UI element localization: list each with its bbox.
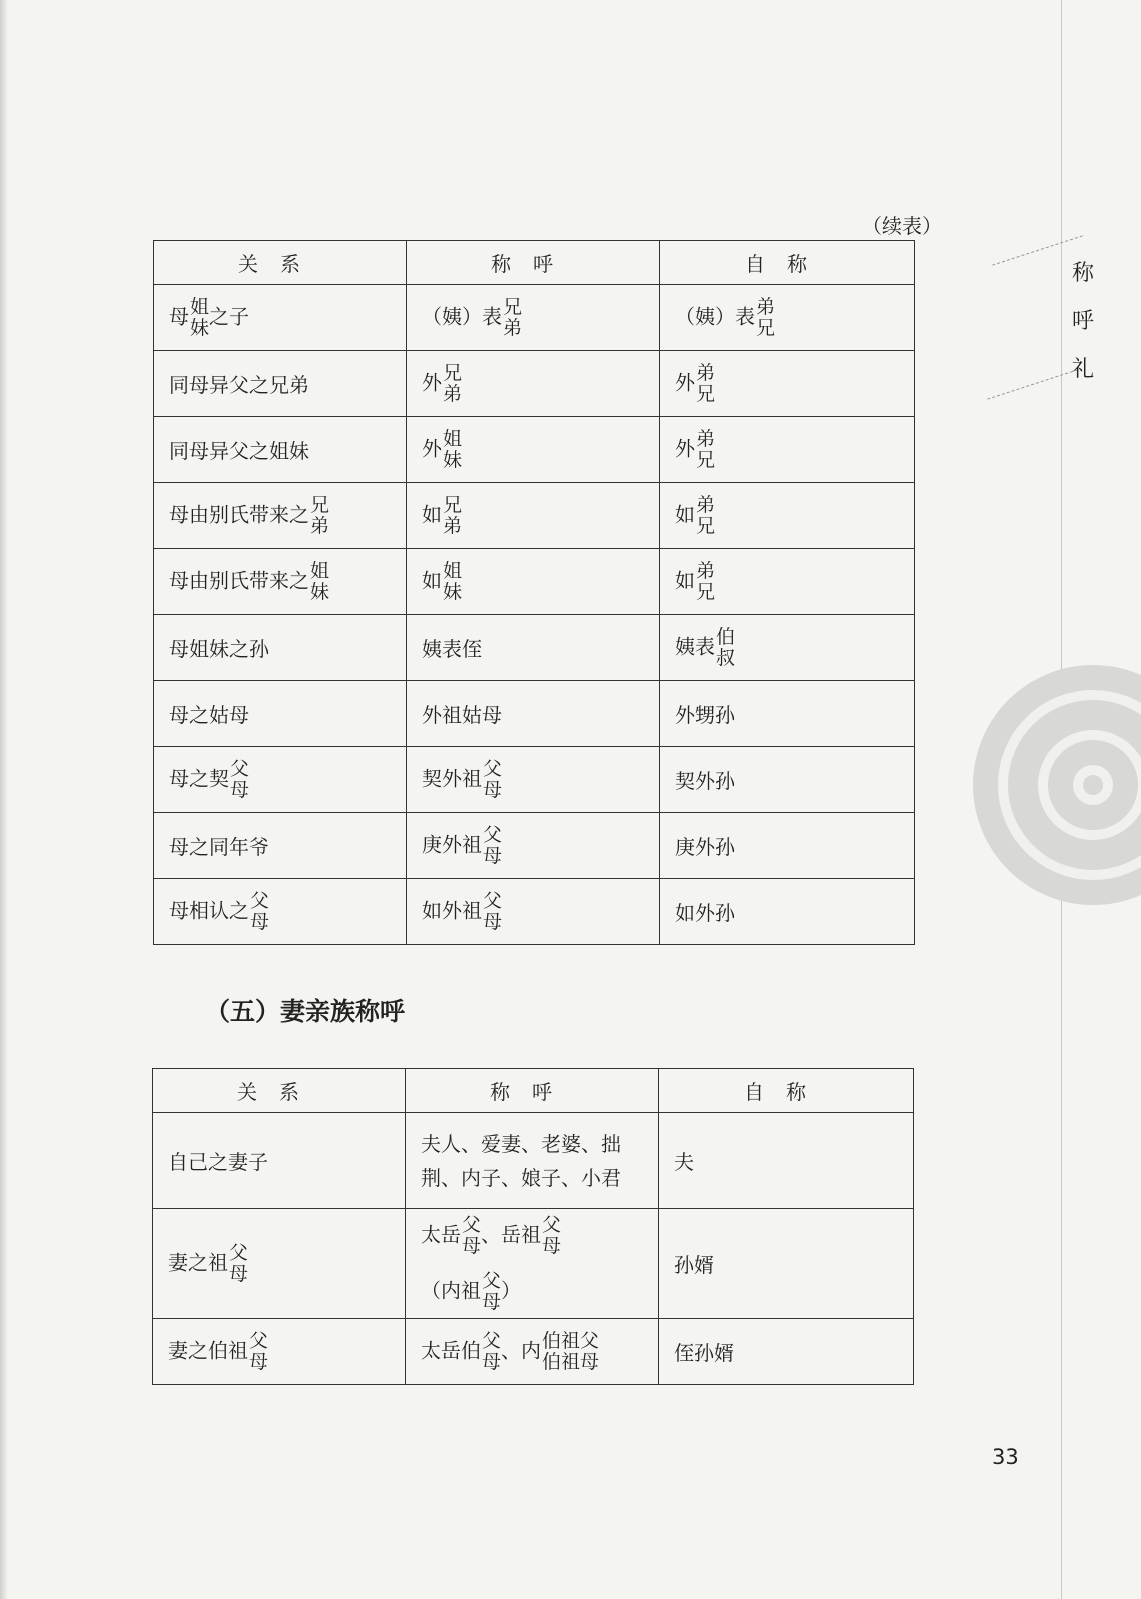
column-header-self: 自称 [660,241,915,285]
table-row [153,1113,914,1209]
self-cell: 孙婿 [659,1209,914,1319]
relation-cell: 妻之伯祖 父 母 [153,1319,406,1385]
relation-cell: 母之姑母 [154,681,407,747]
table-header-row [154,241,915,285]
column-header-title: 称呼 [407,241,660,285]
table-row [153,1319,914,1385]
table-row [154,285,915,351]
title-cell: （姨）表 兄 弟 [407,285,660,351]
title-cell [406,1113,659,1209]
self-cell: 外 弟 兄 [660,417,915,483]
relation-cell: 妻之祖 父 母 [153,1209,406,1319]
title-line: 夫人、爱妻、老婆、拙 [421,1131,621,1156]
relation-cell: 母之契 父 母 [154,747,407,813]
table-row [154,483,915,549]
title-cell: 契外祖 父 母 [407,747,660,813]
page-edge [0,0,8,1599]
table-row [154,813,915,879]
self-cell: （姨）表 弟 兄 [660,285,915,351]
column-header-relation: 关系 [154,241,407,285]
table-row [154,417,915,483]
title-cell: 如 兄 弟 [407,483,660,549]
self-cell: 如 弟 兄 [660,549,915,615]
table-row [154,681,915,747]
title-cell: 如 姐 妹 [407,549,660,615]
relation-cell: 同母异父之姐妹 [154,417,407,483]
relation-cell: 自己之妻子 [153,1113,406,1209]
relation-cell: 同母异父之兄弟 [154,351,407,417]
side-tab-char: 呼 [1071,309,1094,334]
self-cell: 外 弟 兄 [660,351,915,417]
self-cell: 姨表 伯 叔 [660,615,915,681]
table-row [154,351,915,417]
column-header-relation: 关系 [153,1069,406,1113]
table-row [154,615,915,681]
self-cell: 侄孙婿 [659,1319,914,1385]
title-cell: 外祖姑母 [407,681,660,747]
title-cell: 庚外祖 父 母 [407,813,660,879]
relation-cell: 母姐妹之孙 [154,615,407,681]
table-kinship-mother [153,240,915,945]
relation-cell: 母相认之 父 母 [154,879,407,945]
side-tab-char: 礼 [1071,357,1094,382]
table-row [154,879,915,945]
side-tab-char: 称 [1071,261,1094,286]
self-cell: 外甥孙 [660,681,915,747]
title-cell: 太岳 父 母 、岳祖 父 母 （内祖 父 母 ） [406,1209,659,1319]
self-cell: 如 弟 兄 [660,483,915,549]
column-header-title: 称呼 [406,1069,659,1113]
table-row [153,1209,914,1319]
relation-cell: 母之同年爷 [154,813,407,879]
title-cell: 如外祖 父 母 [407,879,660,945]
self-cell: 如外孙 [660,879,915,945]
table-row [154,549,915,615]
self-cell: 契外孙 [660,747,915,813]
title-cell: 姨表侄 [407,615,660,681]
decorative-cloud-medallion-icon [973,665,1141,905]
self-cell: 庚外孙 [660,813,915,879]
title-cell: 外 兄 弟 [407,351,660,417]
title-cell: 太岳伯 父 母 、内 伯祖父 伯祖母 [406,1319,659,1385]
continued-label: （续表） [862,214,942,238]
title-line: 荆、内子、娘子、小君 [421,1165,621,1190]
title-cell: 外 姐 妹 [407,417,660,483]
table-header-row [153,1069,914,1113]
relation-cell: 母由别氏带来之 兄 弟 [154,483,407,549]
column-header-self: 自称 [659,1069,914,1113]
section-title: （五）妻亲族称呼 [205,997,406,1026]
side-tab [1063,250,1103,394]
self-cell: 夫 [659,1113,914,1209]
relation-cell: 母 姐 妹 之子 [154,285,407,351]
page-number: 33 [992,1445,1019,1469]
table-row [154,747,915,813]
relation-cell: 母由别氏带来之 姐 妹 [154,549,407,615]
table-kinship-wife [152,1068,914,1385]
